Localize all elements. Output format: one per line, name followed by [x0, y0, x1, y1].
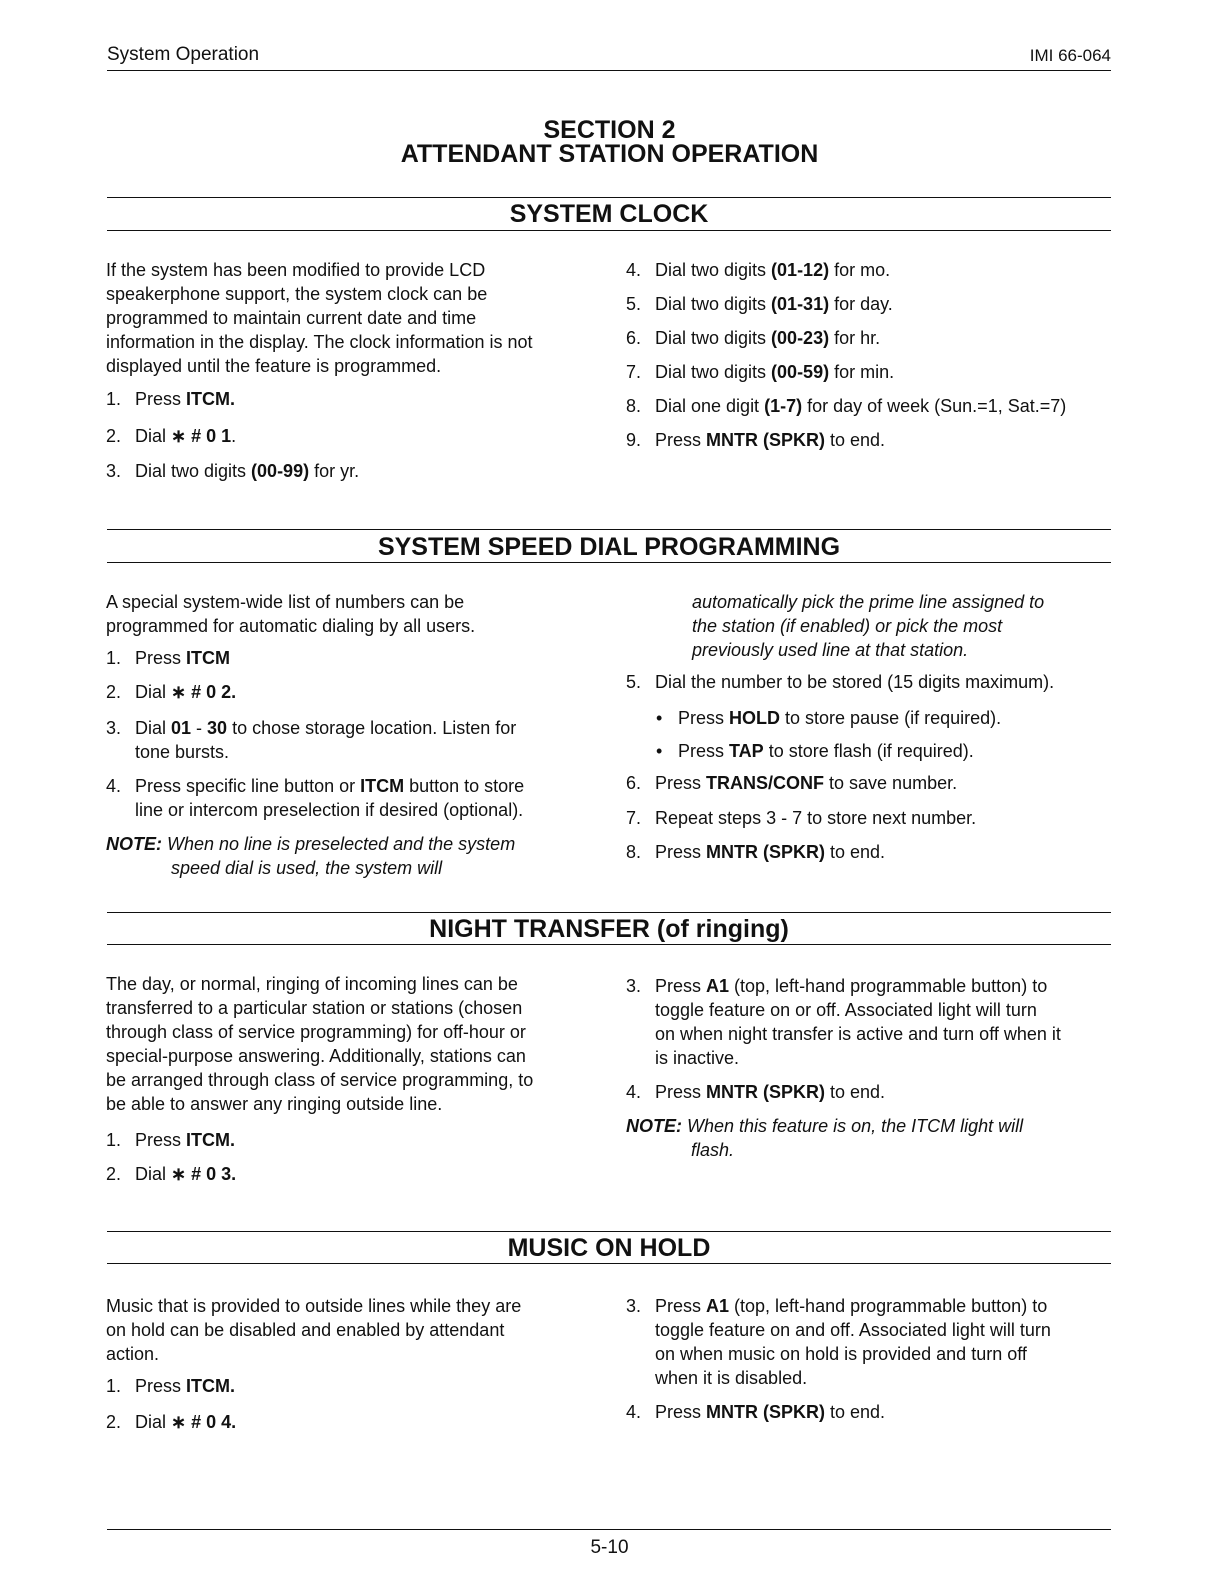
page-number: 5-10 [590, 1537, 629, 1558]
divider [107, 197, 1111, 198]
list-item: 3. Press A1 (top, left-hand programmable button) to toggle feature on and off. Associated light will turn on when music on hold is provided and turn off when it is disabled. [626, 1296, 1051, 1388]
list-item: 3. Dial 01 - 30 to chose storage location. Listen for tone bursts. [106, 718, 517, 762]
bullet-item: • Press HOLD to store pause (if required). [656, 708, 1002, 728]
clock-heading: SYSTEM CLOCK [509, 200, 709, 228]
divider [107, 230, 1111, 231]
list-item: 7. Dial two digits (00-59) for min. [626, 362, 895, 382]
night-intro [106, 972, 606, 1116]
speed-intro [106, 590, 606, 638]
intro-line: transferred to a particular station or stations (chosen [106, 998, 523, 1018]
section-title: ATTENDANT STATION OPERATION [400, 140, 819, 168]
list-item: 6. Dial two digits (00-23) for hr. [626, 328, 881, 348]
night-heading: NIGHT TRANSFER (of ringing) [429, 915, 789, 943]
list-item: 8. Press MNTR (SPKR) to end. [626, 842, 886, 862]
list-item: 2. Dial ∗ # 0 4. [106, 1412, 237, 1432]
header-left: System Operation [107, 44, 260, 65]
list-item: 3. Dial two digits (00-99) for yr. [106, 461, 360, 481]
list-item: 4. Press MNTR (SPKR) to end. [626, 1082, 886, 1102]
section-number: SECTION 2 [543, 116, 676, 144]
divider [107, 1263, 1111, 1264]
intro-line: special-purpose answering. Additionally, stations can [106, 1046, 526, 1066]
speed-note: NOTE: When no line is preselected and the system speed dial is used, the system will [106, 834, 516, 878]
speed-heading: SYSTEM SPEED DIAL PROGRAMMING [377, 533, 841, 561]
intro-line: Music that is provided to outside lines while they are [106, 1296, 522, 1316]
list-item: 1. Press ITCM. [106, 389, 236, 409]
intro-line: be arranged through class of service programming, to [106, 1070, 534, 1090]
intro-line: If the system has been modified to provide LCD [106, 260, 486, 280]
intro-line: speakerphone support, the system clock can be [106, 284, 488, 304]
intro-line: be able to answer any ringing outside line. [106, 1094, 443, 1114]
list-item: 7. Repeat steps 3 - 7 to store next number. [626, 808, 977, 828]
intro-line: programmed for automatic dialing by all users. [106, 616, 476, 636]
speed-note-continued: automatically pick the prime line assigned to the station (if enabled) or pick the most previously used line at that station. [692, 592, 1045, 660]
list-item: 4. Press specific line button or ITCM button to store line or intercom preselection if desired (optional). [106, 776, 525, 820]
intro-line: through class of service programming) for off-hour or [106, 1022, 526, 1042]
clock-intro [106, 258, 606, 378]
intro-line: A special system-wide list of numbers can be [106, 592, 465, 612]
list-item: 1. Press ITCM [106, 648, 231, 668]
list-item: 9. Press MNTR (SPKR) to end. [626, 430, 886, 450]
header-right: IMI 66-064 [1029, 46, 1111, 65]
bullet-item: • Press TAP to store flash (if required). [656, 741, 974, 761]
list-item: 5. Dial the number to be stored (15 digits maximum). [626, 672, 1055, 692]
list-item: 8. Dial one digit (1-7) for day of week (Sun.=1, Sat.=7) [626, 396, 1067, 416]
music-heading: MUSIC ON HOLD [507, 1234, 711, 1262]
intro-line: The day, or normal, ringing of incoming lines can be [106, 974, 518, 994]
list-item: 1. Press ITCM. [106, 1376, 236, 1396]
divider [107, 944, 1111, 945]
footer-divider [107, 1529, 1111, 1530]
night-note: NOTE: When this feature is on, the ITCM light will flash. [626, 1116, 1024, 1160]
list-item: 6. Press TRANS/CONF to save number. [626, 773, 958, 793]
list-item: 2. Dial ∗ # 0 3. [106, 1164, 237, 1184]
list-item: 2. Dial ∗ # 0 2. [106, 682, 237, 702]
intro-line: programmed to maintain current date and time [106, 308, 477, 328]
music-intro [106, 1294, 606, 1366]
intro-line: action. [106, 1344, 160, 1364]
divider [107, 562, 1111, 563]
list-item: 2. Dial ∗ # 0 1. [106, 426, 237, 446]
divider [107, 912, 1111, 913]
list-item: 3. Press A1 (top, left-hand programmable button) to toggle feature on or off. Associated light will turn on when night transfer is active and turn off when it is inactive. [626, 976, 1061, 1068]
list-item: 1. Press ITCM. [106, 1130, 236, 1150]
list-item: 4. Press MNTR (SPKR) to end. [626, 1402, 886, 1422]
list-item: 4. Dial two digits (01-12) for mo. [626, 260, 891, 280]
divider [107, 529, 1111, 530]
intro-line: on hold can be disabled and enabled by attendant [106, 1320, 505, 1340]
divider [107, 1231, 1111, 1232]
intro-line: displayed until the feature is programmed. [106, 356, 442, 376]
intro-line: information in the display. The clock information is not [106, 332, 533, 352]
list-item: 5. Dial two digits (01-31) for day. [626, 294, 893, 314]
page-header [107, 44, 1111, 71]
